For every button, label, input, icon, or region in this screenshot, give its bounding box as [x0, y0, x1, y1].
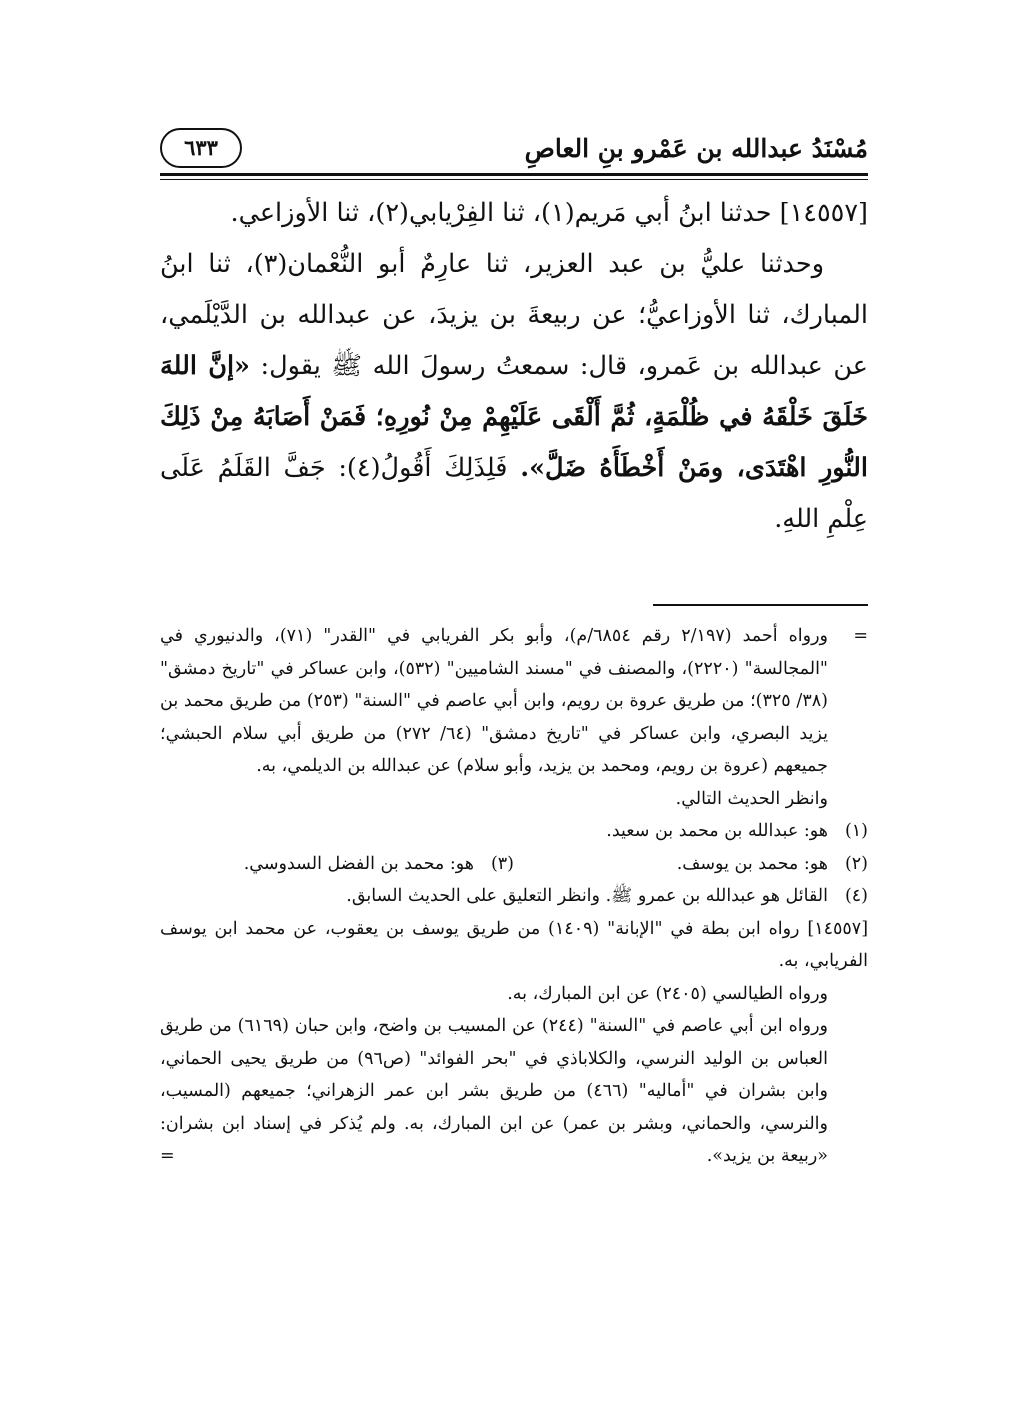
footnote-1 — [160, 815, 868, 848]
footnotes — [160, 620, 868, 1173]
source-note-line: [١٤٥٥٧] رواه ابن بطة في "الإبانة" (١٤٠٩) من طريق يوسف بن يعقوب، عن محمد ابن يوسف الفريابي، به. — [160, 918, 869, 971]
footnote-continuation — [160, 620, 868, 783]
footnote-row — [160, 848, 868, 881]
hadith-text — [160, 188, 868, 545]
footnote-number: (١) — [844, 821, 868, 841]
footnote-number: (٣) — [490, 853, 514, 874]
continuation-end-marker: = — [160, 1146, 175, 1166]
footnote-separator — [653, 604, 868, 606]
running-title: مُسْنَدُ عبدالله بن عَمْرو بنِ العاصِ — [524, 134, 868, 163]
hadith-closing: فَلِذَلِكَ أَقُولُ(٤): جَفَّ القَلَمُ عَلَى عِلْمِ اللهِ. — [160, 453, 868, 534]
footnote-2 — [514, 848, 868, 881]
hadith-chain: وحدثنا عليُّ بن عبد العزير، ثنا عارِمٌ أبو النُّعْمان(٣)، ثنا ابنُ المبارك، ثنا الأوزاعيُّ؛ عن ربيعةَ بن يزيدَ، عن عبدالله بن الدَّيْلَمي، عن عبدالله بن عَمرو، قال: سمعتُ رسولَ الله ﷺ يقول: — [160, 249, 868, 381]
header-rule — [160, 173, 868, 176]
hadith-body — [160, 239, 868, 545]
source-note — [160, 913, 868, 1173]
footnote-number: (٢) — [844, 853, 868, 874]
page-number: ٦٣٣ — [160, 128, 242, 168]
header-rule-thin — [160, 179, 868, 180]
continuation-see-next: وانظر الحديث التالي. — [675, 788, 828, 809]
page-header — [160, 128, 868, 172]
source-note-line: ورواه الطيالسي (٢٤٠٥) عن ابن المبارك، به. — [507, 983, 828, 1004]
hadith-intro: [١٤٥٥٧] حدثنا ابنُ أبي مَريم(١)، ثنا الفِرْيابي(٢)، ثنا الأوزاعي. — [230, 198, 868, 228]
continuation-marker: = — [853, 626, 868, 646]
footnote-text: هو: عبدالله بن محمد بن سعيد. — [606, 821, 828, 841]
hadith-matn: «إنَّ اللهَ خَلَقَ خَلْقَهُ في ظُلْمَةٍ، ثُمَّ أَلْقَى عَلَيْهِمْ مِنْ نُورِهِ؛ فَمَنْ أَصَابَهُ مِنْ ذَلِكَ النُّورِ اهْتَدَى، ومَنْ أَخْطَأَهُ ضَلَّ». — [160, 351, 868, 483]
footnote-3 — [160, 848, 514, 881]
continuation-text: ورواه أحمد (٢/١٩٧ رقم ٦٨٥٤/م)، وأبو بكر الفريابي في "القدر" (٧١)، والدنيوري في "المجالسة" (٢٢٢٠)، والمصنف في "مسند الشاميين" (٥٣٢)، وابن عساكر في "تاريخ دمشق" (٣٨/ ٣٢٥)؛ من طريق عروة بن رويم، وابن أبي عاصم في "السنة" (٢٥٣) من طريق محمد بن يزيد البصري، وابن عساكر في "تاريخ دمشق" (٦٤/ ٢٧٢) من طريق أبي سلام الحبشي؛ جميعهم (عروة بن رويم، ومحمد بن يزيد، وأبو سلام) عن عبدالله بن الديلمي، به. — [160, 626, 828, 776]
source-note-text: ورواه ابن أبي عاصم في "السنة" (٢٤٤) عن المسيب بن واضح، وابن حبان (٦١٦٩) من طريق العباس بن الوليد النرسي، والكلاباذي في "بحر الفوائد" (ص٩٦) من طريق يحيى الحماني، وابن بشران في "أماليه" (٤٦٦) من طريق بشر ابن عمر الزهراني؛ جميعهم (المسيب، والنرسي، والحماني، وبشر بن عمر) عن ابن المبارك، به. ولم يُذكر في إسناد ابن بشران: «ربيعة بن يزيد». — [160, 1016, 829, 1166]
footnote-text: هو: محمد بن الفضل السدوسي. — [243, 853, 474, 874]
footnote-text: هو: محمد بن يوسف. — [676, 853, 828, 874]
footnote-number: (٤) — [844, 886, 868, 906]
source-note-line — [160, 1010, 868, 1173]
footnote-text: القائل هو عبدالله بن عمرو ﷺ. وانظر التعليق على الحديث السابق. — [346, 886, 828, 906]
footnote-4 — [160, 880, 868, 913]
